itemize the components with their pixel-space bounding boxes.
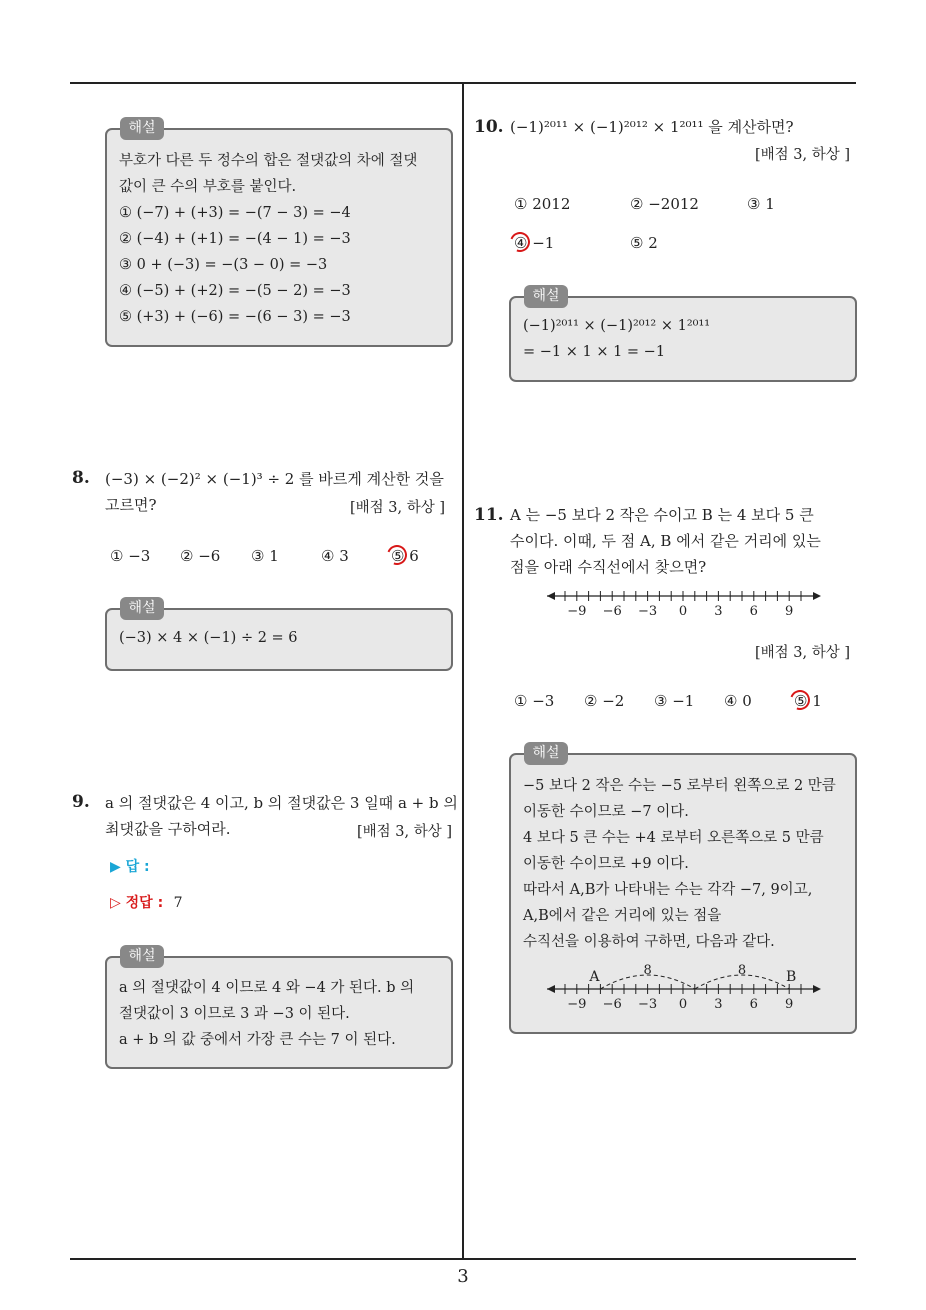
explanation-tag: 해설 — [120, 117, 164, 140]
tick-label: 0 — [678, 997, 688, 1012]
tick-label: 0 — [678, 604, 688, 619]
explanation-line: 이동한 수이므로 −7 이다. — [523, 804, 689, 820]
choice[interactable]: ② −6 — [180, 547, 221, 565]
point-a-label: A — [589, 969, 600, 985]
answer-label: ▶ 답 : — [110, 859, 150, 875]
axis-arrow-right — [813, 592, 821, 600]
choice[interactable]: ① −3 — [514, 692, 555, 710]
question-text: (−1)²⁰¹¹ × (−1)²⁰¹² × 1²⁰¹¹ 을 계산하면? — [510, 118, 794, 136]
question-line: A 는 −5 보다 2 작은 수이고 B 는 4 보다 5 큰 — [510, 506, 814, 524]
question-line: (−3) × (−2)² × (−1)³ ÷ 2 를 바르게 계산한 것을 — [105, 470, 444, 488]
question-line: 최댓값을 구하여라. — [105, 820, 231, 838]
distance-label: 8 — [643, 963, 652, 978]
explanation-line: ④ (−5) + (+2) = −(5 − 2) = −3 — [119, 283, 351, 299]
points-label: [배점 3, 하상 ] — [755, 147, 851, 163]
tick-label: −3 — [638, 604, 658, 619]
tick-label: −6 — [602, 604, 622, 619]
tick-label: −6 — [602, 997, 622, 1012]
tick-label: 9 — [785, 604, 794, 619]
axis-arrow-right — [813, 985, 821, 993]
question-line: 고르면? — [105, 496, 157, 514]
question-line: 수이다. 이때, 두 점 A, B 에서 같은 거리에 있는 — [510, 532, 821, 550]
bottom-rule — [70, 1258, 856, 1260]
correct-answer-label: ▷ 정답 : — [110, 895, 164, 911]
question-number: 9. — [72, 792, 90, 812]
choice[interactable]: ② −2 — [584, 692, 625, 710]
question-number: 10. — [474, 117, 504, 137]
explanation-line: 따라서 A,B가 나타내는 수는 각각 −7, 9이고, — [523, 882, 813, 898]
choice[interactable]: ③ 1 — [251, 547, 279, 565]
page-number: 3 — [457, 1266, 469, 1287]
explanation-line: A,B에서 같은 거리에 있는 점을 — [523, 908, 722, 924]
explanation-line: (−3) × 4 × (−1) ÷ 2 = 6 — [119, 630, 298, 646]
choice[interactable]: ④ 3 — [321, 547, 349, 565]
tick-label: 3 — [714, 604, 723, 619]
axis-arrow-left — [547, 592, 555, 600]
question-text — [510, 502, 821, 580]
choice[interactable]: ⑤ 2 — [630, 234, 658, 252]
explanation-line: 이동한 수이므로 +9 이다. — [523, 856, 689, 872]
explanation-line: 4 보다 5 큰 수는 +4 로부터 오른쪽으로 5 만큼 — [523, 830, 824, 846]
choice[interactable]: ④ −1 — [514, 234, 555, 252]
explanation-line: 부호가 다른 두 정수의 합은 절댓값의 차에 절댓 — [119, 153, 418, 169]
explanation-line: −5 보다 2 작은 수는 −5 로부터 왼쪽으로 2 만큼 — [523, 778, 836, 794]
choice[interactable]: ② −2012 — [630, 195, 699, 213]
point-b-label: B — [786, 969, 797, 985]
explanation-line: 값이 큰 수의 부호를 붙인다. — [119, 179, 297, 195]
points-label: [배점 3, 하상 ] — [755, 645, 851, 661]
question-line: a 의 절댓값은 4 이고, b 의 절댓값은 3 일때 a + b 의 — [105, 794, 458, 812]
tick-label: 6 — [749, 997, 758, 1012]
tick-label: 3 — [714, 997, 723, 1012]
explanation-line: 수직선을 이용하여 구하면, 다음과 같다. — [523, 934, 775, 950]
explanation-tag: 해설 — [120, 597, 164, 620]
correct-answer-line — [110, 892, 183, 912]
q9-explanation-box — [105, 956, 453, 1069]
tick-label: −9 — [567, 997, 587, 1012]
question-line: 점을 아래 수직선에서 찾으면? — [510, 558, 707, 576]
correct-answer-value: 7 — [173, 895, 183, 911]
choice[interactable]: ⑤ 6 — [391, 547, 419, 565]
choice[interactable]: ① 2012 — [514, 195, 571, 213]
explanation-line: a 의 절댓값이 4 이므로 4 와 −4 가 된다. b 의 — [119, 980, 415, 996]
choice[interactable]: ⑤ 1 — [794, 692, 822, 710]
explanation-line: ① (−7) + (+3) = −(7 − 3) = −4 — [119, 205, 351, 221]
explanation-line: ③ 0 + (−3) = −(3 − 0) = −3 — [119, 257, 328, 273]
explanation-tag: 해설 — [524, 742, 568, 765]
explanation-number-line — [545, 962, 835, 1012]
distance-label: 8 — [737, 963, 747, 978]
explanation-tag: 해설 — [120, 945, 164, 968]
explanation-line: ② (−4) + (+1) = −(4 − 1) = −3 — [119, 231, 351, 247]
tick-label: −3 — [638, 997, 658, 1012]
choice[interactable]: ③ 1 — [747, 195, 775, 213]
question-number: 11. — [474, 505, 504, 525]
explanation-line: a + b 의 값 중에서 가장 큰 수는 7 이 된다. — [119, 1032, 396, 1048]
explanation-line: 절댓값이 3 이므로 3 과 −3 이 된다. — [119, 1006, 350, 1022]
explanation-tag: 해설 — [524, 285, 568, 308]
choice[interactable]: ① −3 — [110, 547, 151, 565]
tick-label: 6 — [749, 604, 758, 619]
explanation-line: (−1)²⁰¹¹ × (−1)²⁰¹² × 1²⁰¹¹ — [523, 318, 711, 334]
choice[interactable]: ③ −1 — [654, 692, 695, 710]
axis-arrow-left — [547, 985, 555, 993]
points-label: [배점 3, 하상 ] — [357, 824, 453, 840]
points-label: [배점 3, 하상 ] — [350, 500, 446, 516]
q7-explanation-box — [105, 128, 453, 347]
number-line — [545, 586, 835, 626]
choice[interactable]: ④ 0 — [724, 692, 752, 710]
q10-explanation-box — [509, 296, 857, 382]
tick-label: 9 — [785, 997, 794, 1012]
tick-label: −9 — [567, 604, 587, 619]
explanation-line: = −1 × 1 × 1 = −1 — [523, 344, 666, 360]
question-number: 8. — [72, 468, 90, 488]
column-divider — [462, 82, 464, 1260]
explanation-line: ⑤ (+3) + (−6) = −(6 − 3) = −3 — [119, 309, 351, 325]
